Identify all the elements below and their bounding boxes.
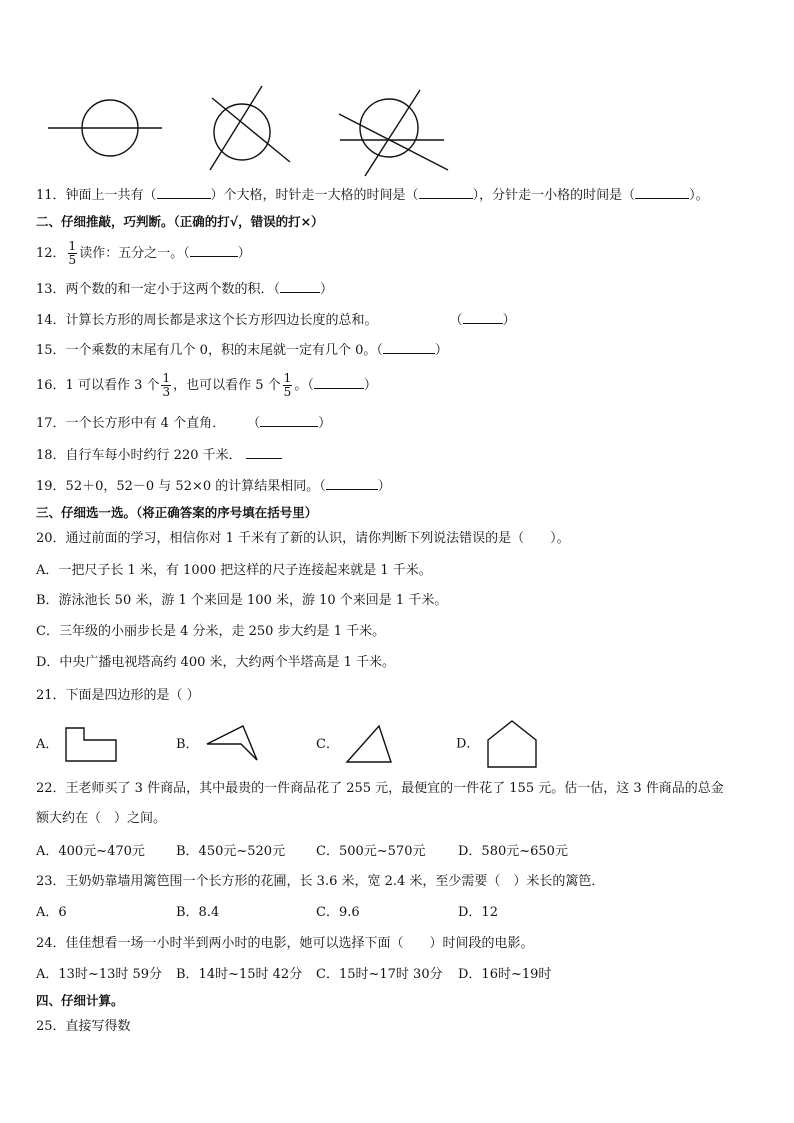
q21-option-d[interactable]: D． <box>456 718 556 770</box>
q19-blank[interactable] <box>326 477 378 490</box>
question-24-stem: 24．佳佳想看一场一小时半到两小时的电影，她可以选择下面（ ）时间段的电影。 <box>36 936 534 951</box>
q11-text-d: ）。 <box>689 188 709 203</box>
triangle-icon <box>343 722 395 766</box>
q22-option-c[interactable]: C．500元~570元 <box>316 844 426 859</box>
question-22-options <box>36 842 568 862</box>
q23-option-d[interactable]: D．12 <box>458 905 498 920</box>
figure-circle-1 <box>48 100 162 156</box>
question-14: 14．计算长方形的周长都是求这个长方形四边长度的总和。 （ ） <box>36 313 516 328</box>
figure-circle-3 <box>339 90 448 176</box>
q24-option-d[interactable]: D．16时~19时 <box>458 967 552 982</box>
q21-option-b[interactable]: B． <box>176 722 316 768</box>
q15-blank[interactable] <box>383 341 435 354</box>
question-23-options <box>36 903 498 923</box>
q21-option-a[interactable]: A． <box>36 722 176 768</box>
l-shape-hexagon-icon <box>63 724 119 764</box>
question-20-option-b[interactable]: B．游泳池长 50 米，游 1 个来回是 100 米，游 10 个来回是 1 千米。 <box>36 593 448 608</box>
q13-blank[interactable] <box>280 280 320 293</box>
figure-circle-2 <box>210 86 290 170</box>
question-22-line-1: 22．王老师买了 3 件商品，其中最贵的一件商品花了 255 元，最便宜的一件花了 155 元。估一估，这 3 件商品的总金 <box>36 781 724 796</box>
q16-blank[interactable] <box>314 376 364 389</box>
q11-blank-2[interactable] <box>419 186 473 199</box>
question-16: 16．1 可以看作 3 个 $\frac{1}{3}$ ，也可以看作 5 个 $\frac{1}{5}$ 。（ ） <box>36 371 377 399</box>
question-21-options <box>36 718 556 770</box>
question-20-option-c[interactable]: C．三年级的小丽步长是 4 分米，走 250 步大约是 1 千米。 <box>36 624 386 639</box>
q23-option-b[interactable]: B．8.4 <box>176 905 220 920</box>
q21-option-c[interactable]: C． <box>316 722 456 768</box>
q23-option-c[interactable]: C．9.6 <box>316 905 360 920</box>
q24-option-a[interactable]: A．13时~13时 59分 <box>36 967 163 982</box>
q16-fraction-1: $\frac{1}{3}$ <box>162 371 171 399</box>
q11-blank-1[interactable] <box>157 186 211 199</box>
section-3-heading: 三、仔细选一选。（将正确答案的序号填在括号里） <box>36 505 318 520</box>
circle-line-figures <box>40 84 460 180</box>
question-19: 19．52＋0，52－0 与 52×0 的计算结果相同。（ ） <box>36 479 391 494</box>
q12-fraction: $\frac{1}{5}$ <box>68 239 77 267</box>
q17-blank[interactable] <box>260 414 318 427</box>
question-20-option-d[interactable]: D．中央广播电视塔高约 400 米，大约两个半塔高是 1 千米。 <box>36 655 396 670</box>
q12-text: 读作：五分之一。（ <box>79 246 190 261</box>
q18-blank[interactable] <box>246 446 282 459</box>
question-13: 13．两个数的和一定小于这两个数的积．（ ） <box>36 282 334 297</box>
concave-quadrilateral-icon <box>203 724 263 764</box>
question-25: 25．直接写得数 <box>36 1019 131 1034</box>
section-2-heading: 二、仔细推敲，巧判断。（正确的打√，错误的打×） <box>36 214 324 229</box>
q11-text-a: 11．钟面上一共有（ <box>36 188 157 203</box>
q11-text-b: ）个大格，时针走一大格的时间是（ <box>210 188 419 203</box>
q22-option-b[interactable]: B．450元~520元 <box>176 844 286 859</box>
pentagon-house-icon <box>484 718 540 770</box>
question-11 <box>36 186 709 206</box>
question-23-stem: 23．王奶奶靠墙用篱笆围一个长方形的花圃，长 3.6 米，宽 2.4 米，至少需要（ ）米长的篱笆． <box>36 874 605 889</box>
q12-number: 12． <box>36 246 66 261</box>
question-21-stem: 21．下面是四边形的是（ ） <box>36 688 200 703</box>
q22-option-a[interactable]: A．400元~470元 <box>36 844 145 859</box>
q24-option-b[interactable]: B．14时~15时 42分 <box>176 967 303 982</box>
question-15: 15．一个乘数的末尾有几个 0，积的末尾就一定有几个 0。（ ） <box>36 343 448 358</box>
question-17: 17．一个长方形中有 4 个直角． （ ） <box>36 416 332 431</box>
q16-fraction-2: $\frac{1}{5}$ <box>283 371 292 399</box>
q11-blank-3[interactable] <box>635 186 689 199</box>
q12-blank[interactable] <box>190 244 238 257</box>
question-24-options <box>36 965 551 985</box>
question-20-stem: 20．通过前面的学习，相信你对 1 千米有了新的认识，请你判断下列说法错误的是（ ）。 <box>36 531 570 546</box>
question-18: 18．自行车每小时约行 220 千米． <box>36 446 282 466</box>
question-20-option-a[interactable]: A．一把尺子长 1 米，有 1000 把这样的尺子连接起来就是 1 千米。 <box>36 563 432 578</box>
q24-option-c[interactable]: C．15时~17时 30分 <box>316 967 443 982</box>
question-22-line-2: 额大约在（ ）之间。 <box>36 811 167 826</box>
section-4-heading: 四、仔细计算。 <box>36 993 124 1008</box>
q14-blank[interactable] <box>463 311 503 324</box>
question-12: 12． $\frac{1}{5}$ 读作：五分之一。（ ） <box>36 239 251 267</box>
q11-text-c: ），分针走一小格的时间是（ <box>472 188 636 203</box>
q23-option-a[interactable]: A．6 <box>36 905 67 920</box>
q22-option-d[interactable]: D．580元~650元 <box>458 844 568 859</box>
